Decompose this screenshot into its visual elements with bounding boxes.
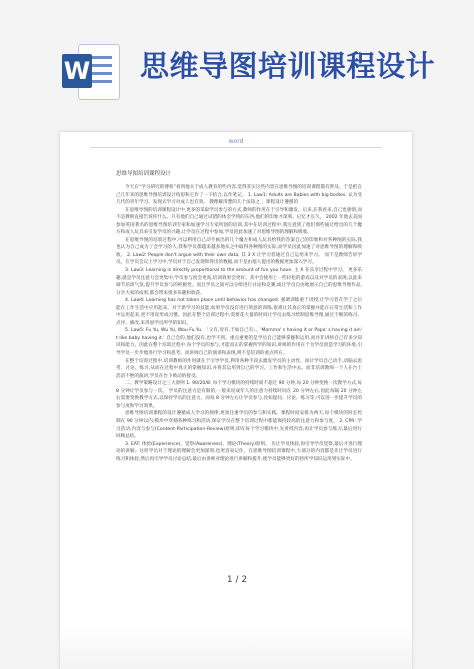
document-body	[116, 184, 362, 463]
body-paragraph: 3. EAT: 体验(Experience)、觉察(Awareness)、理论(Theory)原则。 先让学员体验,再引导学员觉察,最后才进行理论的讲解。这样学员对于理论的理解会更加深刻,也更容易记住。在思维导图培训课程中,大部分的内容都是先让学员进行练习和体验,然后再引导学员讨论总结,最后由讲师对理论进行讲解和提升,使学员能够更好的将所学知识运用到实际中。	[116, 441, 362, 462]
body-paragraph: 在思维导图的培训过程中,可以利用自己动手画出的几个魔方和成人玩具给我的答案自己的印象和对各种图的实际,我也认为自己成为了会学习的人,我和学员都越来越多地从之中取得各种图的实际,而学员因此加速了对思维导图的理解和吸收。 2. Law2: People don't argue with their own data, 其 3 X 让学习者通过自己运用来学习。 而不是教师告诉学员。在学员会议上学习中,学员对于自己发现和得出的数据,而不是由他人提出的数据更加深入学习。	[116, 237, 362, 266]
banner	[0, 0, 474, 106]
body-paragraph: 今天在“学习研究的博客”看到他关于成人教育的些内容,觉得其实这些内容在思维导图的培训课程都有涉及。于是把自己几年来的思维导图培训设计构思和它作了一下结合,以作笔记。 1. Law1: Adults are Babies with big bodies. 认为受几代的青年学习、发现式学习对成人也有效。 教理解清楚的几个法知之 。课程设计遵循的	[116, 185, 362, 206]
document-title: 思维导图培训课程设计	[116, 171, 172, 177]
body-paragraph: 二、教学策略设计之三大原则 1. 90/20/8: 每个学习模块的持续时间不超过 90 分钟,每 20 分钟变换一次教学方式,每 8 分钟让学员参与一次。 学员的注意力是有限的,一般来说成年人的注意力持续时间在 20 分钟左右,因此每隔 20 分钟左右需要变换教学方式,以保持学员的注意力。而每 8 分钟左右让学员参与,比如提问、讨论、练习等,可以进一步提升学员的参与度和学习效果。	[116, 381, 362, 409]
body-paragraph: 4. Law4: Learning has not taken place until behavior has changed. 强调训练重于讲授,让学习者在学了之后能在工作生活中应用起来。对于新学习的技能,如果学员没有进行刻意的训练,很难让其真正的掌握并能在日常生活和工作中运用起来,更不用说形成习惯。因此在整个培训过程中,需要花大量的时间让学员去练习绘制思维导图,通过不断的练习、点评、修改,来巩固学员所学的知识。	[116, 298, 362, 326]
word-badge-icon: W	[62, 54, 92, 88]
header-rule	[90, 147, 382, 148]
document-header: word	[228, 138, 244, 145]
page-indicator: 1 / 2	[226, 575, 248, 585]
banner-title: 思维导图培训课程设计	[140, 49, 436, 83]
word-document-icon	[62, 40, 122, 102]
body-paragraph: 思维导图培训课程的设计遵循成人学习的规律,更加注重学员的参与和实践。课程时间安排为两天,每个模块的时长控制在 90 分钟以内,模块中穿插各种练习和活动,保证学员在整个培训过程中都能保持较高的注意力和参与度。 2. CPR: 学习活动,内容与参与(Content-Participation-Review)原则,即在每个学习模块中,先讲授内容,再让学员参与练习,最后进行回顾总结。	[116, 411, 362, 440]
body-paragraph: 在思维导图的培训课程设计中,更多的采取学员参与的方式,教师的作用在于引导和激发。后来,在我看来,自己也感情,而不是教师直接告诉你什么。只有他们自己通过试错的体会学到的东西,他们的印象才深刻、记忆才长久。 2002 年他去美国参加英国著名的思维导图培训专家和加速学习专家所创的培训,其中在培训过程中,我注意到了他们那些通过给出的几个魔方和成人玩具来引发学员的兴趣,让学员在过程中参加,学员因此加速了对思维导图的理解和吸收。	[116, 207, 362, 236]
body-paragraph: 3. Law3: Learning is directly proportional to the amount of fun you have. 主 X 在乐享过程中学习。 更多乐趣,就是学员注意力会更集中,学员参与度会更高,培训效果会更好。其中会使用上一些轻松的游戏以及对学员的表现,以此来调节培训气氛,提升学员参与的积极性。而且学员之间可以分组进行讨论和竞赛,或让学员自由地展示自己的思维导图作品,分享大家的成果,都会带来很多乐趣和收获。	[116, 268, 362, 296]
document-page	[60, 132, 412, 669]
page-fade	[60, 625, 412, 669]
body-paragraph: 在整个培训过程中,培训教师的作用就在于引导学员,利用各种手段去激发学员的主动性。而让学员自己动手,动脑去思考、讨论、练习,从而在过程中真正的掌握知识,并将其运用到自己的学习、工作和生活中去。而非培训教师一个人在台上滔滔不绝的演讲,学员在台下被动的接受。	[116, 358, 362, 379]
body-paragraph: 5. Law5: Fu Yu, Wu Yu, Wou Fu Yu. 「父有,母有,不如自己有」。'Mamma' s having it or Papa' s having it ain' t like baby having it.' 自己会的,他们没有,也学不到。重点重要的是学员自己能够掌握和运用,而并非讲师自己有多少知识和能力。因此在整个培训过程中,每个学员的参与,才能真正的掌握所学的知识,讲师的作用在于为学员创造学习的环境,引导学员一步步地进行学习和思考。而讲师自己的演讲和表现,则不是培训的重点所在。	[116, 328, 362, 357]
